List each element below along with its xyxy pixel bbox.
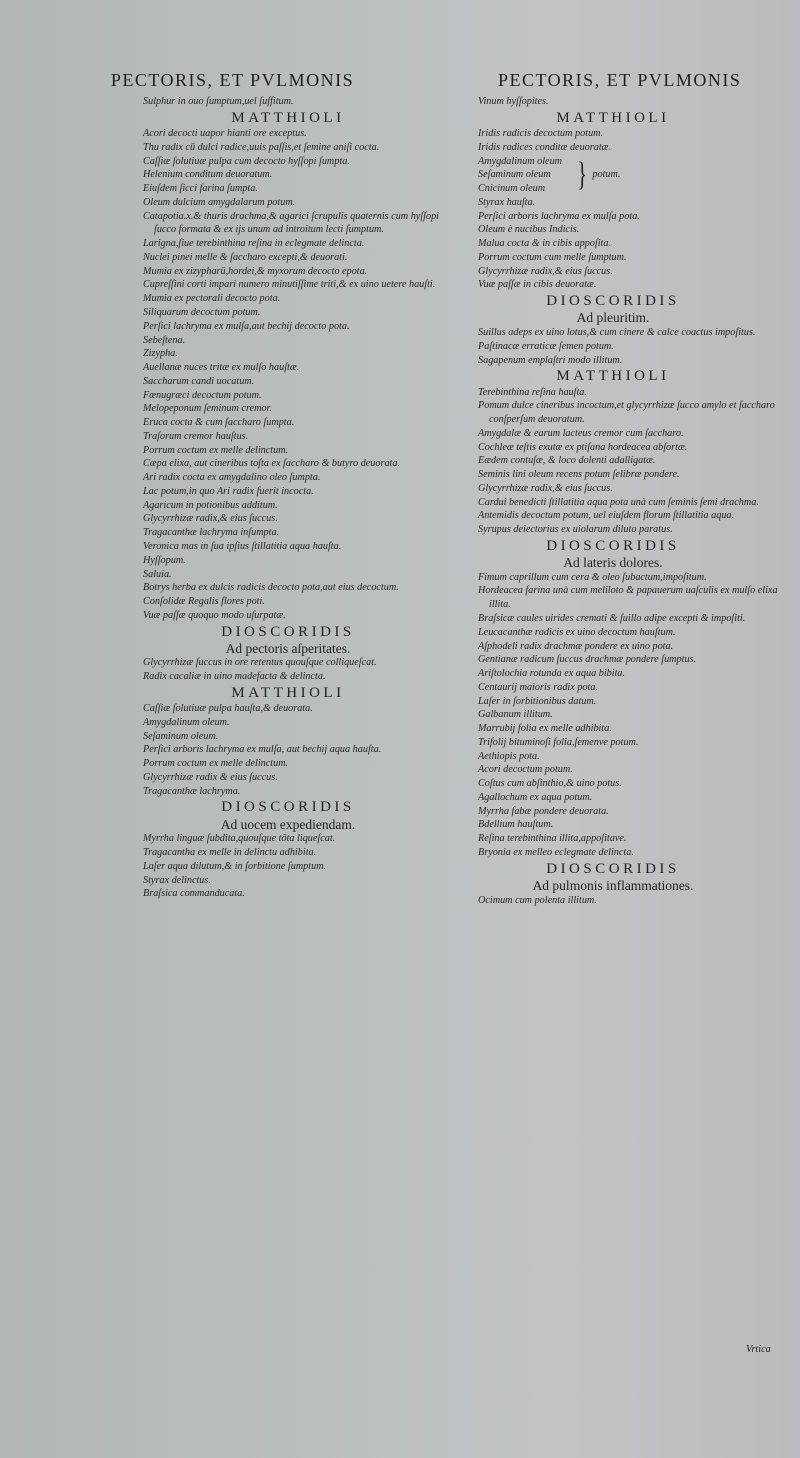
remedy-entry: Traſorum cremor hauſtus. (143, 430, 249, 442)
remedy-entry: Iridis radices conditæ deuoratæ. (478, 141, 611, 153)
remedy-entry: Oleum è nucibus Indicis. (478, 224, 580, 236)
remedy-entry: Porrum coctum ex melle delinctum. (143, 444, 289, 456)
remedy-entry: Styrax delinctus. (143, 874, 211, 886)
remedy-entry: Aethiopis pota. (478, 750, 540, 762)
section-title: DIOSCORIDIS (221, 623, 355, 640)
oil-brace-group (478, 155, 786, 196)
remedy-entry: Tragacanthæ lachryma. (143, 785, 241, 797)
remedy-entry: Vinum hyſſopites. (478, 96, 549, 107)
brace-glyph: } (577, 156, 588, 194)
left-column (143, 95, 461, 901)
remedy-entry: Syrupus deiectorius ex uiolarum diluto paratus. (478, 524, 673, 536)
remedy-list (143, 702, 461, 798)
remedy-entry: Myrrha fabæ pondere deuorata. (478, 805, 609, 817)
remedy-entry: Caſſiæ ſolutiuæ pulpa hauſta,& deuorata. (143, 703, 313, 715)
remedy-entry: Aſphodeli radix drachmæ pondere ex uino pota. (478, 640, 674, 652)
remedy-entry: Eiuſdem ſicci farina ſumpta. (143, 183, 258, 195)
remedy-entry: Lac potum,in quo Ari radix fuerit incocta. (143, 485, 314, 497)
remedy-entry: Agaricum in potionibus additum. (143, 499, 278, 511)
section-title: DIOSCORIDIS (546, 537, 680, 554)
remedy-entry: Antemidis decoctum potum, uel eiuſdem florum ſtillatitia aqua. (478, 510, 735, 522)
remedy-entry: Vuæ paſſæ quoquo modo uſurpatæ. (143, 609, 286, 621)
remedy-entry: Gentianæ radicum ſuccus drachmæ pondere ſumptus. (478, 654, 697, 666)
remedy-entry: Hordeacea farina unà cum meliloto & papauerum uaſculis ex mulſo elixa illita. (478, 585, 778, 611)
section-subtitle: Ad pectoris aſperitates. (225, 640, 351, 656)
remedy-entry: Glycyrrhizæ radix,& eius ſuccus. (478, 265, 613, 277)
remedy-entry: Auellanæ nuces tritæ ex mulſo hauſtæ. (143, 362, 300, 374)
section-subtitle: Ad uocem expediendam. (220, 816, 356, 832)
remedy-entry: Cæpa elixa, aut cineribus toſta ex ſaccharo & butyro deuorata. (143, 458, 401, 470)
remedy-list (478, 386, 786, 537)
section-title: MATTHIOLI (556, 368, 670, 385)
remedy-entry: Mumia ex pectorali decocto pota. (143, 293, 281, 305)
remedy-entry: Melopeponum ſeminum cremor. (143, 403, 272, 415)
remedy-entry: Tragacanthæ lachryma inſumpta. (143, 527, 280, 539)
brace-items (478, 155, 562, 196)
remedy-entry: Acori decoctum potum. (478, 764, 573, 776)
section-subtitle: Ad pleuritim. (576, 310, 650, 326)
remedy-entry: Terebinthina reſina hauſta. (478, 386, 587, 398)
running-header-right: PECTORIS, ET PVLMONIS (498, 70, 742, 90)
remedy-entry: Siliquarum decoctum potum. (143, 306, 261, 318)
remedy-entry: Fimum caprillum cum cera & oleo ſubactum,impoſitum. (478, 571, 707, 583)
remedy-entry: Malua cocta & in cibis appoſita. (478, 238, 611, 250)
remedy-entry: Pomum dulce cineribus incoctum,et glycyrrhizæ ſucco amylo et ſaccharo conſperſum deuoratum. (478, 400, 775, 426)
remedy-entry: Cnicinum oleum (478, 183, 546, 195)
left-intro (143, 95, 461, 109)
section-title: MATTHIOLI (231, 109, 345, 126)
remedy-list (143, 127, 461, 623)
remedy-list (478, 196, 786, 292)
section-title: DIOSCORIDIS (221, 799, 355, 816)
remedy-entry: Seſaminum oleum. (143, 730, 219, 742)
brace-label: potum. (592, 169, 621, 181)
remedy-entry: Centaurij maioris radix pota. (478, 681, 598, 693)
section-title: DIOSCORIDIS (546, 860, 680, 877)
remedy-entry: Saccharum candi uocatum. (143, 375, 255, 387)
remedy-entry: Ari radix cocta ex amygdalino oleo ſumpta. (143, 472, 321, 484)
remedy-entry: Glycyrrhizæ radix & eius ſuccus. (143, 771, 278, 783)
remedy-entry: Amygdalinum oleum. (143, 716, 230, 728)
remedy-list (478, 571, 786, 860)
remedy-entry: Thu radix cū dulci radice,uuis paſſis,et ſemine aniſi cocta. (143, 141, 380, 153)
section-subtitle: Ad pulmonis inflammationes. (532, 878, 694, 894)
remedy-entry: Sulphur in ouo ſumptum,uel ſuffitum. (143, 96, 294, 107)
remedy-entry: Zizypha. (143, 348, 178, 360)
remedy-entry: Perſici lachryma ex mulſa,aut bechij decocto pota. (143, 320, 350, 332)
remedy-entry: Paſtinacæ erraticæ ſemen potum. (478, 340, 614, 352)
remedy-entry: Eruca cocta & cum ſaccharo ſumpta. (143, 417, 295, 429)
remedy-entry: Agallochum ex aqua potum. (478, 791, 593, 803)
remedy-entry: Bryonia ex melleo eclegmate delincta. (478, 847, 634, 859)
catchword: Vrtica (746, 1344, 771, 1355)
remedy-entry: Larigna,ſiue terebinthina reſina in eclegmate delincta. (143, 238, 365, 250)
remedy-entry: Coſtus cum abſinthio,& uino potus. (478, 778, 622, 790)
remedy-entry: Nuclei pinei melle & ſaccharo excepti,& deuorati. (143, 251, 348, 263)
remedy-entry: Amygdalinum oleum (478, 155, 563, 167)
remedy-entry: Reſina terebinthina illita,appoſitave. (478, 833, 627, 845)
remedy-entry: Suillus adeps ex uino lotus,& cum cinere & calce coactus impoſitus. (478, 326, 756, 338)
remedy-entry: Vuæ paſſæ in cibis deuoratæ. (478, 279, 597, 291)
remedy-entry: Laſer aqua dilutum,& in ſorbitione ſumptum. (143, 860, 327, 872)
remedy-entry: Ariſtolochia rotunda ex aqua bibita. (478, 668, 626, 680)
remedy-entry: Fœnugræci decoctum potum. (143, 389, 262, 401)
running-header-left: PECTORIS, ET PVLMONIS (110, 70, 355, 90)
remedy-list (478, 894, 786, 908)
remedy-entry: Amygdalæ & earum lacteus cremor cum ſaccharo. (478, 427, 684, 439)
remedy-entry: Bdellium hauſtum. (478, 819, 554, 831)
remedy-list (143, 832, 461, 901)
section-subtitle: Ad lateris dolores. (563, 555, 663, 571)
remedy-entry: Myrrha linguæ ſubdita,quouſque tōta liqueſcat. (143, 833, 336, 845)
remedy-entry: Caſſiæ ſolutiuæ pulpa cum decocto hyſſopi ſumpta. (143, 155, 350, 167)
remedy-entry: Galbanum illitum. (478, 709, 553, 721)
remedy-entry: Saluia. (143, 568, 172, 580)
remedy-entry: Catapotia.x.& thuris drachma,& agarici ſcrupulis quaternis cum hyſſopi ſucco formata & ex ijs unum ad introitum lecti ſumptum. (143, 210, 439, 236)
remedy-entry: Leucacanthæ radicis ex uino decoctum hauſtum. (478, 626, 676, 638)
remedy-entry: Acori decocti uapor hianti ore exceptus. (143, 128, 307, 140)
section-title: MATTHIOLI (556, 109, 670, 126)
remedy-entry: Braſsicæ caules uirides cremati & ſuillo adipe excepti & impoſiti. (478, 613, 746, 624)
remedy-entry: Braſsica commanducata. (143, 888, 245, 900)
remedy-entry: Botrys herba ex dulcis radicis decocto pota,aut eius decoctum. (143, 582, 399, 594)
remedy-entry: Ocimum cum polenta illitum. (478, 894, 597, 906)
remedy-entry: Radix cacaliæ in uino madefacta & delincta. (143, 671, 326, 683)
remedy-entry: Marrubij folia ex melle adhibita. (478, 723, 612, 735)
remedy-entry: Perſici arboris lachryma ex mulſa, aut bechij aqua hauſta. (143, 744, 382, 756)
remedy-entry: Cardui benedicti ſtillatitia aqua pota unà cum ſeminis ſemi drachma. (478, 496, 759, 508)
remedy-entry: Conſolidæ Regalis flores poti. (143, 596, 265, 608)
remedy-entry: Eædem contuſæ, & loco dolenti adalligatæ. (478, 455, 656, 467)
section-title: DIOSCORIDIS (546, 293, 680, 310)
remedy-entry: Oleum dulcium amygdalarum potum. (143, 196, 296, 208)
remedy-entry: Sagapenum emplaſtri modo illitum. (478, 354, 623, 366)
remedy-entry: Mumia ex zizypharū,hordei,& myxorum decocto epota. (143, 265, 368, 277)
remedy-entry: Iridis radicis decoctum potum. (478, 128, 604, 140)
remedy-entry: Cupreſſini corti impari numero minutiſſime triti,& ex uino uetere hauſti. (143, 279, 436, 291)
remedy-entry: Glycyrrhizæ radix,& eius ſuccus. (478, 482, 613, 494)
remedy-list (478, 326, 786, 367)
remedy-entry: Trifolij bituminoſi folia,ſemenve potum. (478, 736, 639, 748)
remedy-entry: Porrum coctum cum melle ſumptum. (478, 251, 627, 263)
remedy-entry: Sebeſtena. (143, 334, 186, 346)
remedy-entry: Porrum coctum ex melle delinctum. (143, 758, 289, 770)
remedy-entry: Glycyrrhizæ radix,& eius ſuccus. (143, 513, 278, 525)
remedy-entry: Seminis lini oleum recens potum ſelibræ pondere. (478, 469, 680, 481)
section-title: MATTHIOLI (231, 684, 345, 701)
remedy-list (478, 127, 786, 155)
remedy-entry: Helenium conditum deuoratum. (143, 169, 273, 181)
remedy-entry: Glycyrrhizæ ſuccus in ore retentus quouſque colliqueſcat. (143, 657, 377, 669)
remedy-list (143, 656, 461, 684)
remedy-entry: Laſer in ſorbitionibus datum. (478, 695, 597, 707)
remedy-entry: Styrax hauſta. (478, 196, 536, 208)
remedy-entry: Seſaminum oleum (478, 169, 551, 181)
remedy-entry: Cochleæ teſtis exutæ ex ptiſana hordeacea abſortæ. (478, 441, 688, 453)
remedy-entry: Perſici arboris lachryma ex mulſa pota. (478, 210, 640, 222)
remedy-entry: Tragacantha ex melle in delinctu adhibita. (143, 847, 317, 859)
right-intro (478, 95, 786, 109)
remedy-entry: Veronica mas in ſua ipſius ſtillatitia aqua hauſta. (143, 540, 342, 552)
right-column (478, 95, 786, 907)
remedy-entry: Hyſſopum. (143, 554, 186, 566)
